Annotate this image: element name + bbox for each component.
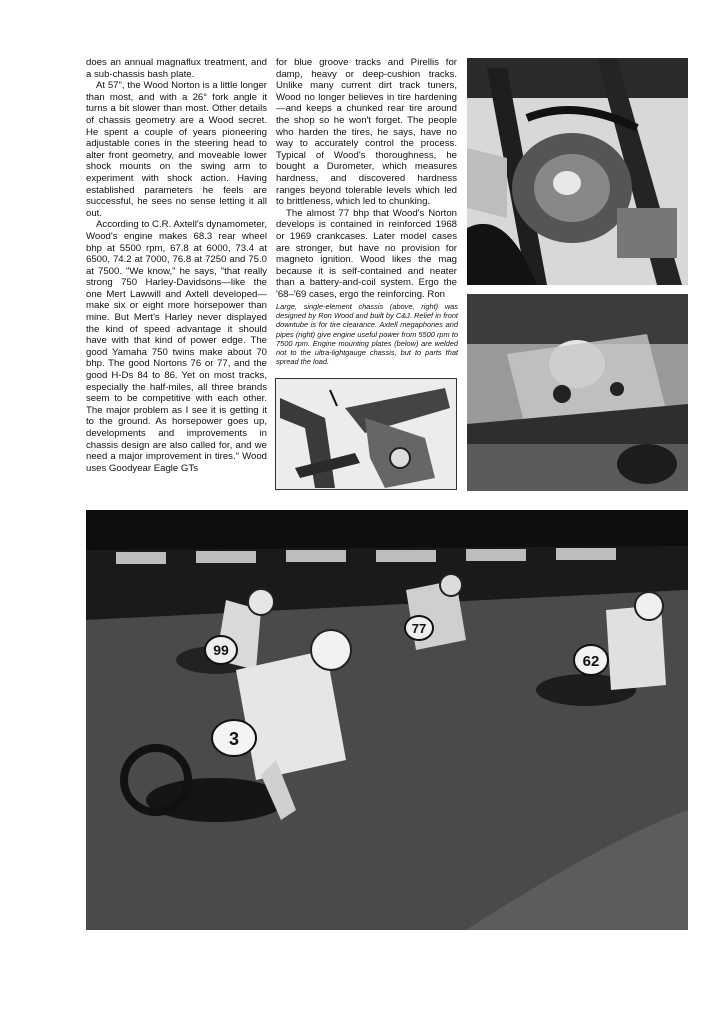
mounting-plates-photo [467,294,688,491]
paragraph: The almost 77 bhp that Wood's Norton develops is contained in reinforced 1968 or 1969 crankcases. Later model cases are stronger, but have no provision for magneto ignition. Wood likes the mag because it is self-contained and neater than a battery-and-coil system. Ergo the '68–'69 cases, ergo the reinforcing. Ron [276,207,457,300]
number-plate-99: 99 [213,642,229,658]
paragraph: does an annual magnaflux treatment, and a sub-chassis bash plate. [86,57,267,80]
paragraph: At 57", the Wood Norton is a little longer than most, and with a 26° fork angle it turns a bit slower than most. Other details of chassis geometry are a Wood secret. He spent a couple of years pioneering adjustable cones in the steering head to alter front geometry, and moveable lower shock mounts on the swing arm to experiment with shock action. Having established parameters he feels are successful, he sees no sense letting it all out. [86,80,267,219]
article-column-1 [86,57,267,474]
number-plate-3: 3 [228,729,240,749]
engine-photo [467,58,688,285]
number-plate-77: 77 [411,621,427,636]
article-column-2 [276,57,457,300]
chassis-photo [275,378,457,490]
race-photo [86,510,688,930]
number-plate-62: 62 [582,653,600,670]
paragraph: According to C.R. Axtell's dynamometer, Wood's engine makes 68.3 rear wheel bhp at 5500 rpm, 67.8 at 6000, 73.4 at 6500, 74.2 at 7000, 76.8 at 7250 and 75.0 at 7500. "We know," he says, "that really strong 750 Harley-Davidsons—like the one Mert Lawwill and Axtell developed—make six or eight more horsepower than mine. But Mert's Harley never displayed the kind of speed advantage it should have with that kind of power edge. The good Yamaha 750 twins make about 70 bhp. The good Nortons 76 or 77, and the good H-Ds 84 to 86. Yet on most tracks, especially the half-miles, all three brands seem to be competitive with each other. The major problem as I see it is getting it to the ground. As horsepower goes up, developments and improvements in chassis design are also called for, and we need a major improvement in tires." Wood uses Goodyear Eagle GTs [86,219,267,474]
paragraph: for blue groove tracks and Pirellis for damp, heavy or deep-cushion tracks. Unlike many current dirt track tuners, Wood no longer believes in tire hardening—and keeps a chunked rear tire around the shop so he won't forget. The people who harden the tires, he says, have no way to accurately control the process. Typical of Wood's thoroughness, he bought a Durometer, which measures hardness, and discovered hardness ranges beyond tolerable levels which led to brittleness, which led to chunking. [276,57,457,208]
photo-caption: Large, single-element chassis (above, right) was designed by Ron Wood and built by C&J. Relief in front downtube is for tire clearance. Axtell megaphones and pipes (right) give engine useful power from 5500 rpm to 7500 rpm. Engine mounting plates (below) are welded not to the ultra-lightgauge chassis, but to parts that spread the load. [276,302,458,367]
